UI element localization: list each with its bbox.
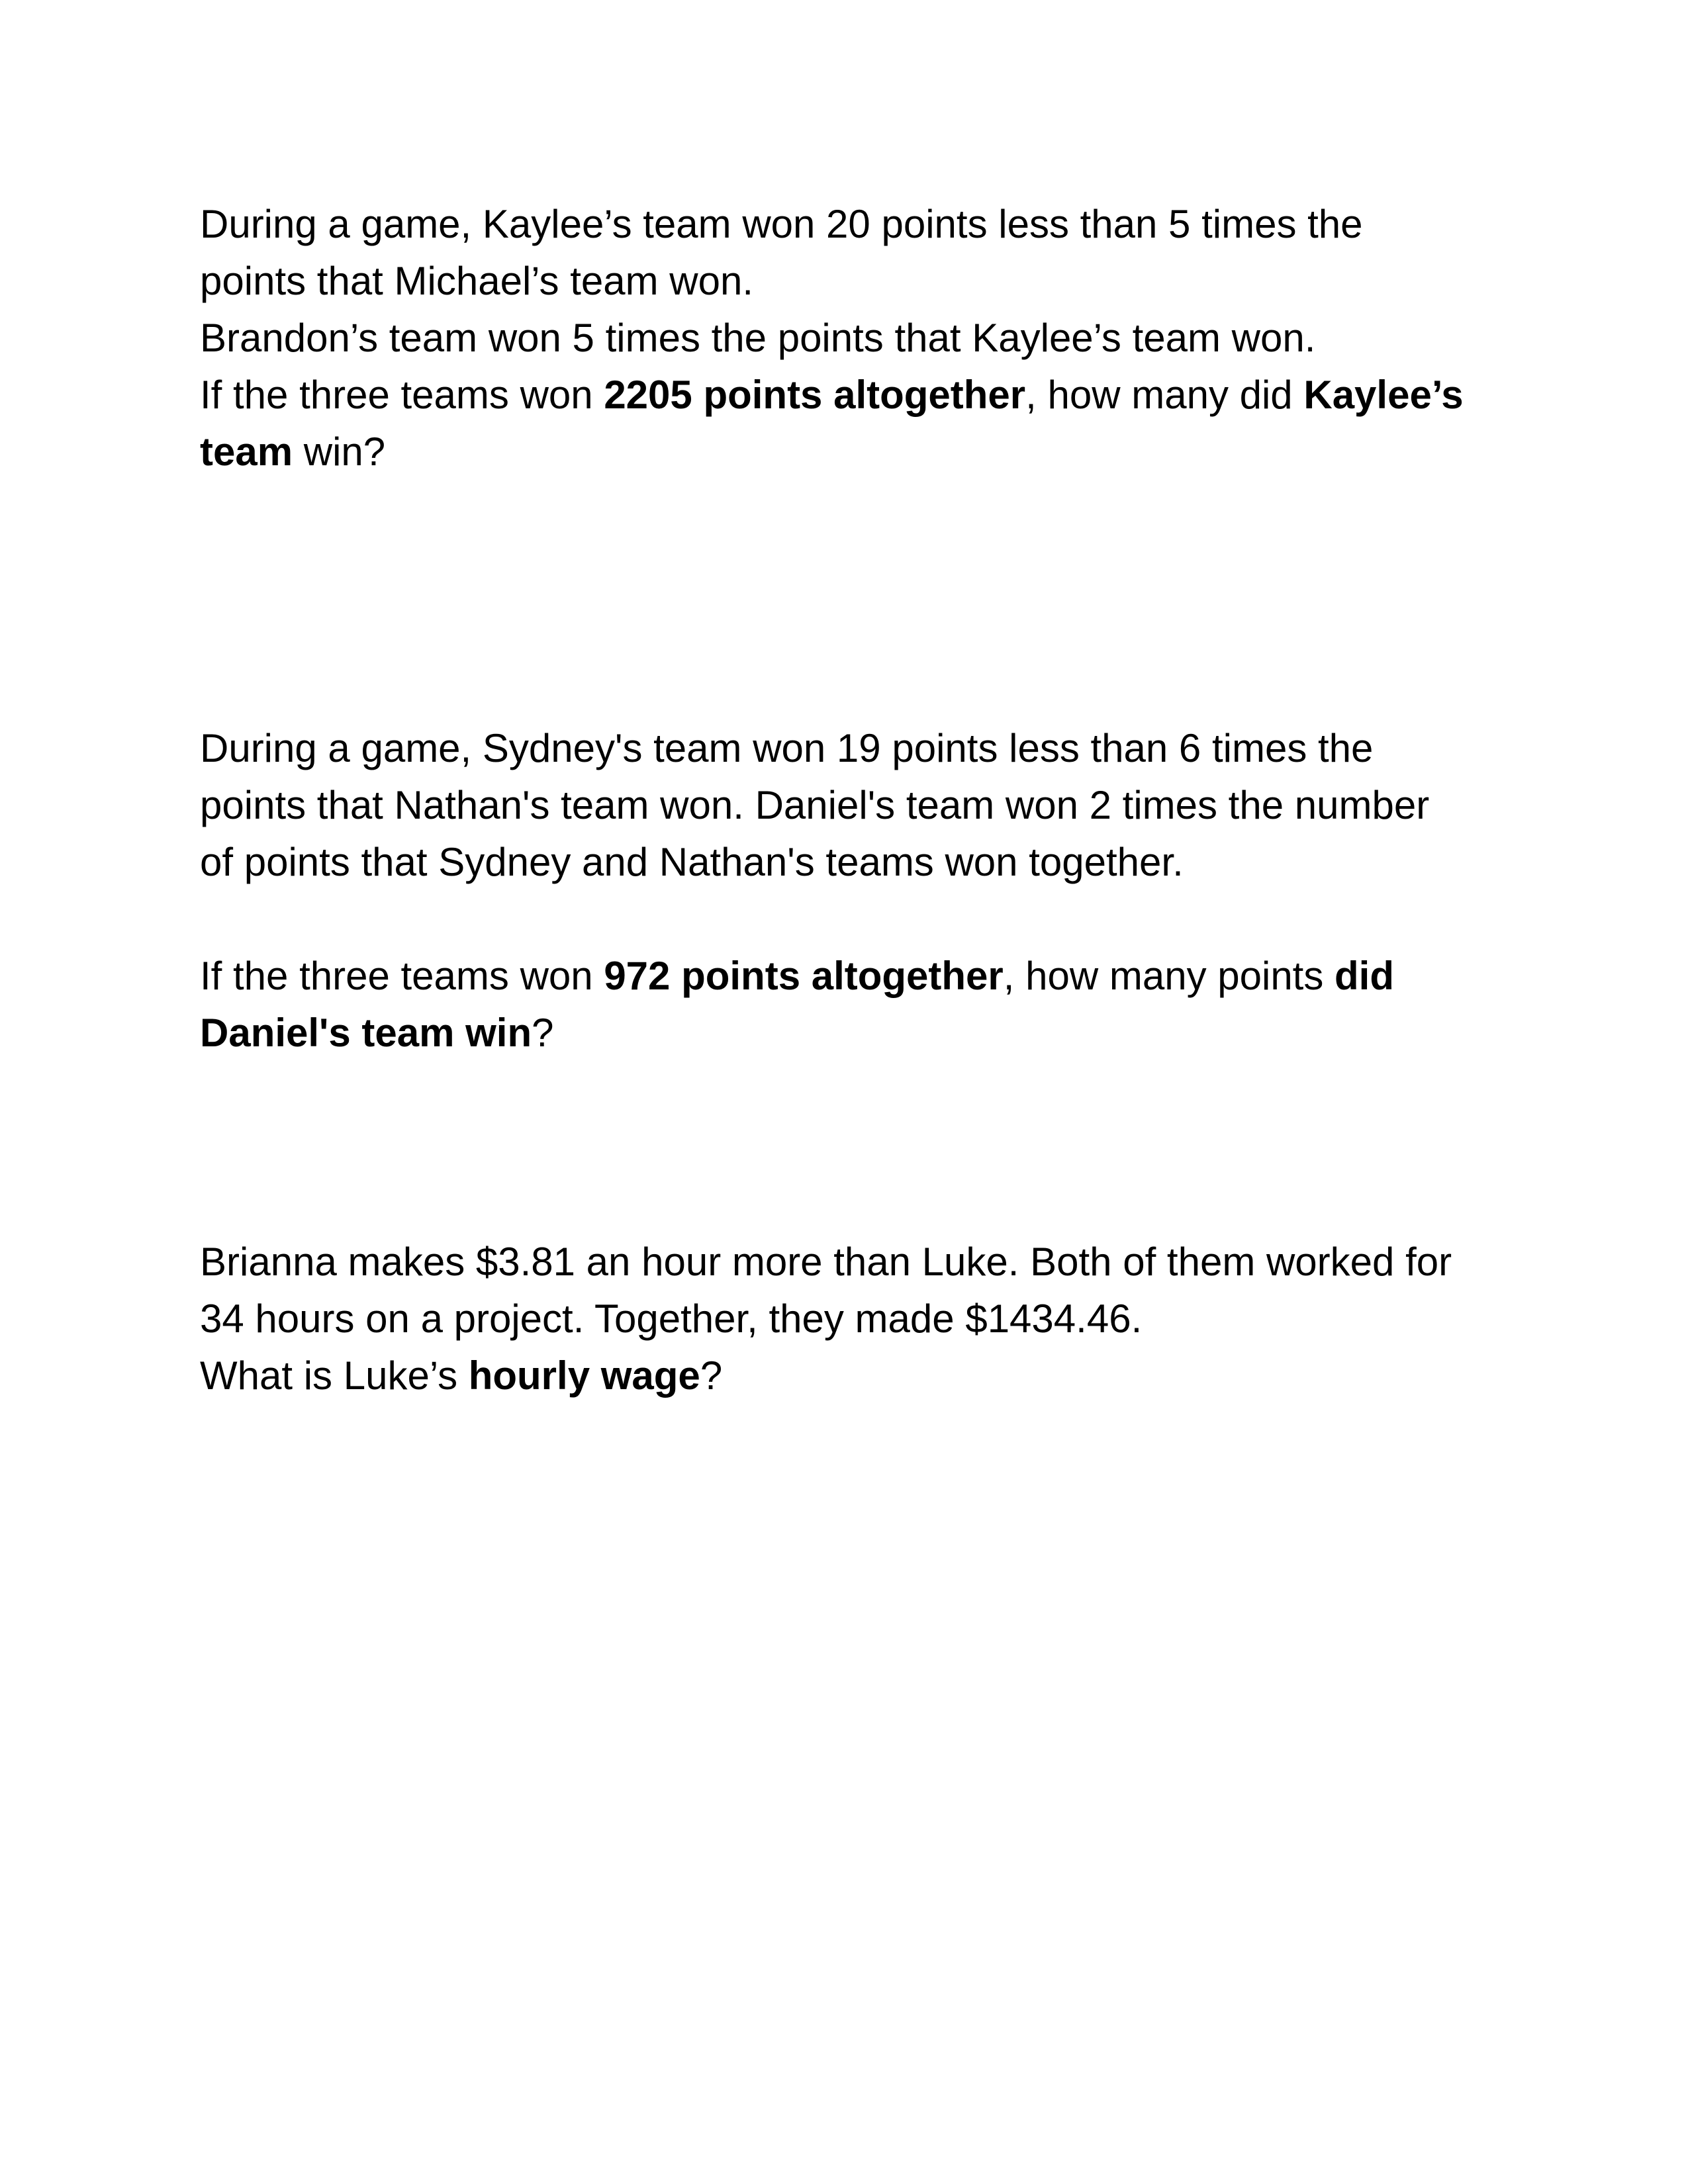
problem-2-line-3: of points that Sydney and Nathan's teams won together.: [200, 840, 1184, 884]
problem-2-line-1: During a game, Sydney's team won 19 points less than 6 times the: [200, 726, 1374, 770]
problem-2-question-text-2: , how many points: [1003, 954, 1335, 998]
problem-3-line-2: 34 hours on a project. Together, they made $1434.46.: [200, 1297, 1143, 1341]
problem-1-line-2: points that Michael’s team won.: [200, 259, 753, 303]
problem-2-target-team: Daniel's team win: [200, 1011, 532, 1055]
problem-1-line-1: During a game, Kaylee’s team won 20 points less than 5 times the: [200, 202, 1363, 246]
problem-2-question-bold: did: [1335, 954, 1395, 998]
problem-2-line-4: [200, 948, 1511, 1005]
word-problem-1: [200, 196, 1511, 480]
problem-2-question-text: If the three teams won: [200, 954, 604, 998]
problem-1-line-5: [200, 424, 1511, 480]
problem-1-target-team: team: [200, 430, 293, 474]
paragraph-gap: [200, 891, 1511, 948]
problem-3-target: hourly wage: [468, 1353, 700, 1398]
problem-1-line-4: [200, 367, 1511, 424]
problem-1-line-3: Brandon’s team won 5 times the points that Kaylee’s team won.: [200, 316, 1316, 360]
problem-2-question-end: ?: [532, 1011, 554, 1055]
problem-1-question-end: win?: [293, 430, 386, 474]
problem-2-line-5: [200, 1005, 1511, 1062]
problem-1-target-name: Kaylee’s: [1303, 373, 1464, 417]
problem-2-total-points: 972 points altogether: [604, 954, 1004, 998]
word-problem-2: [200, 720, 1511, 1062]
problem-2-line-2: points that Nathan's team won. Daniel's team won 2 times the number: [200, 783, 1430, 827]
problem-1-question-text-2: , how many did: [1025, 373, 1304, 417]
problem-3-line-1: Brianna makes $3.81 an hour more than Luke. Both of them worked for: [200, 1240, 1452, 1284]
problem-1-total-points: 2205 points altogether: [604, 373, 1026, 417]
problem-3-question-end: ?: [700, 1353, 723, 1398]
word-problem-3: [200, 1234, 1511, 1404]
problem-3-line-3: [200, 1347, 1511, 1404]
problem-1-question-text: If the three teams won: [200, 373, 604, 417]
problem-3-question-text: What is Luke’s: [200, 1353, 469, 1398]
